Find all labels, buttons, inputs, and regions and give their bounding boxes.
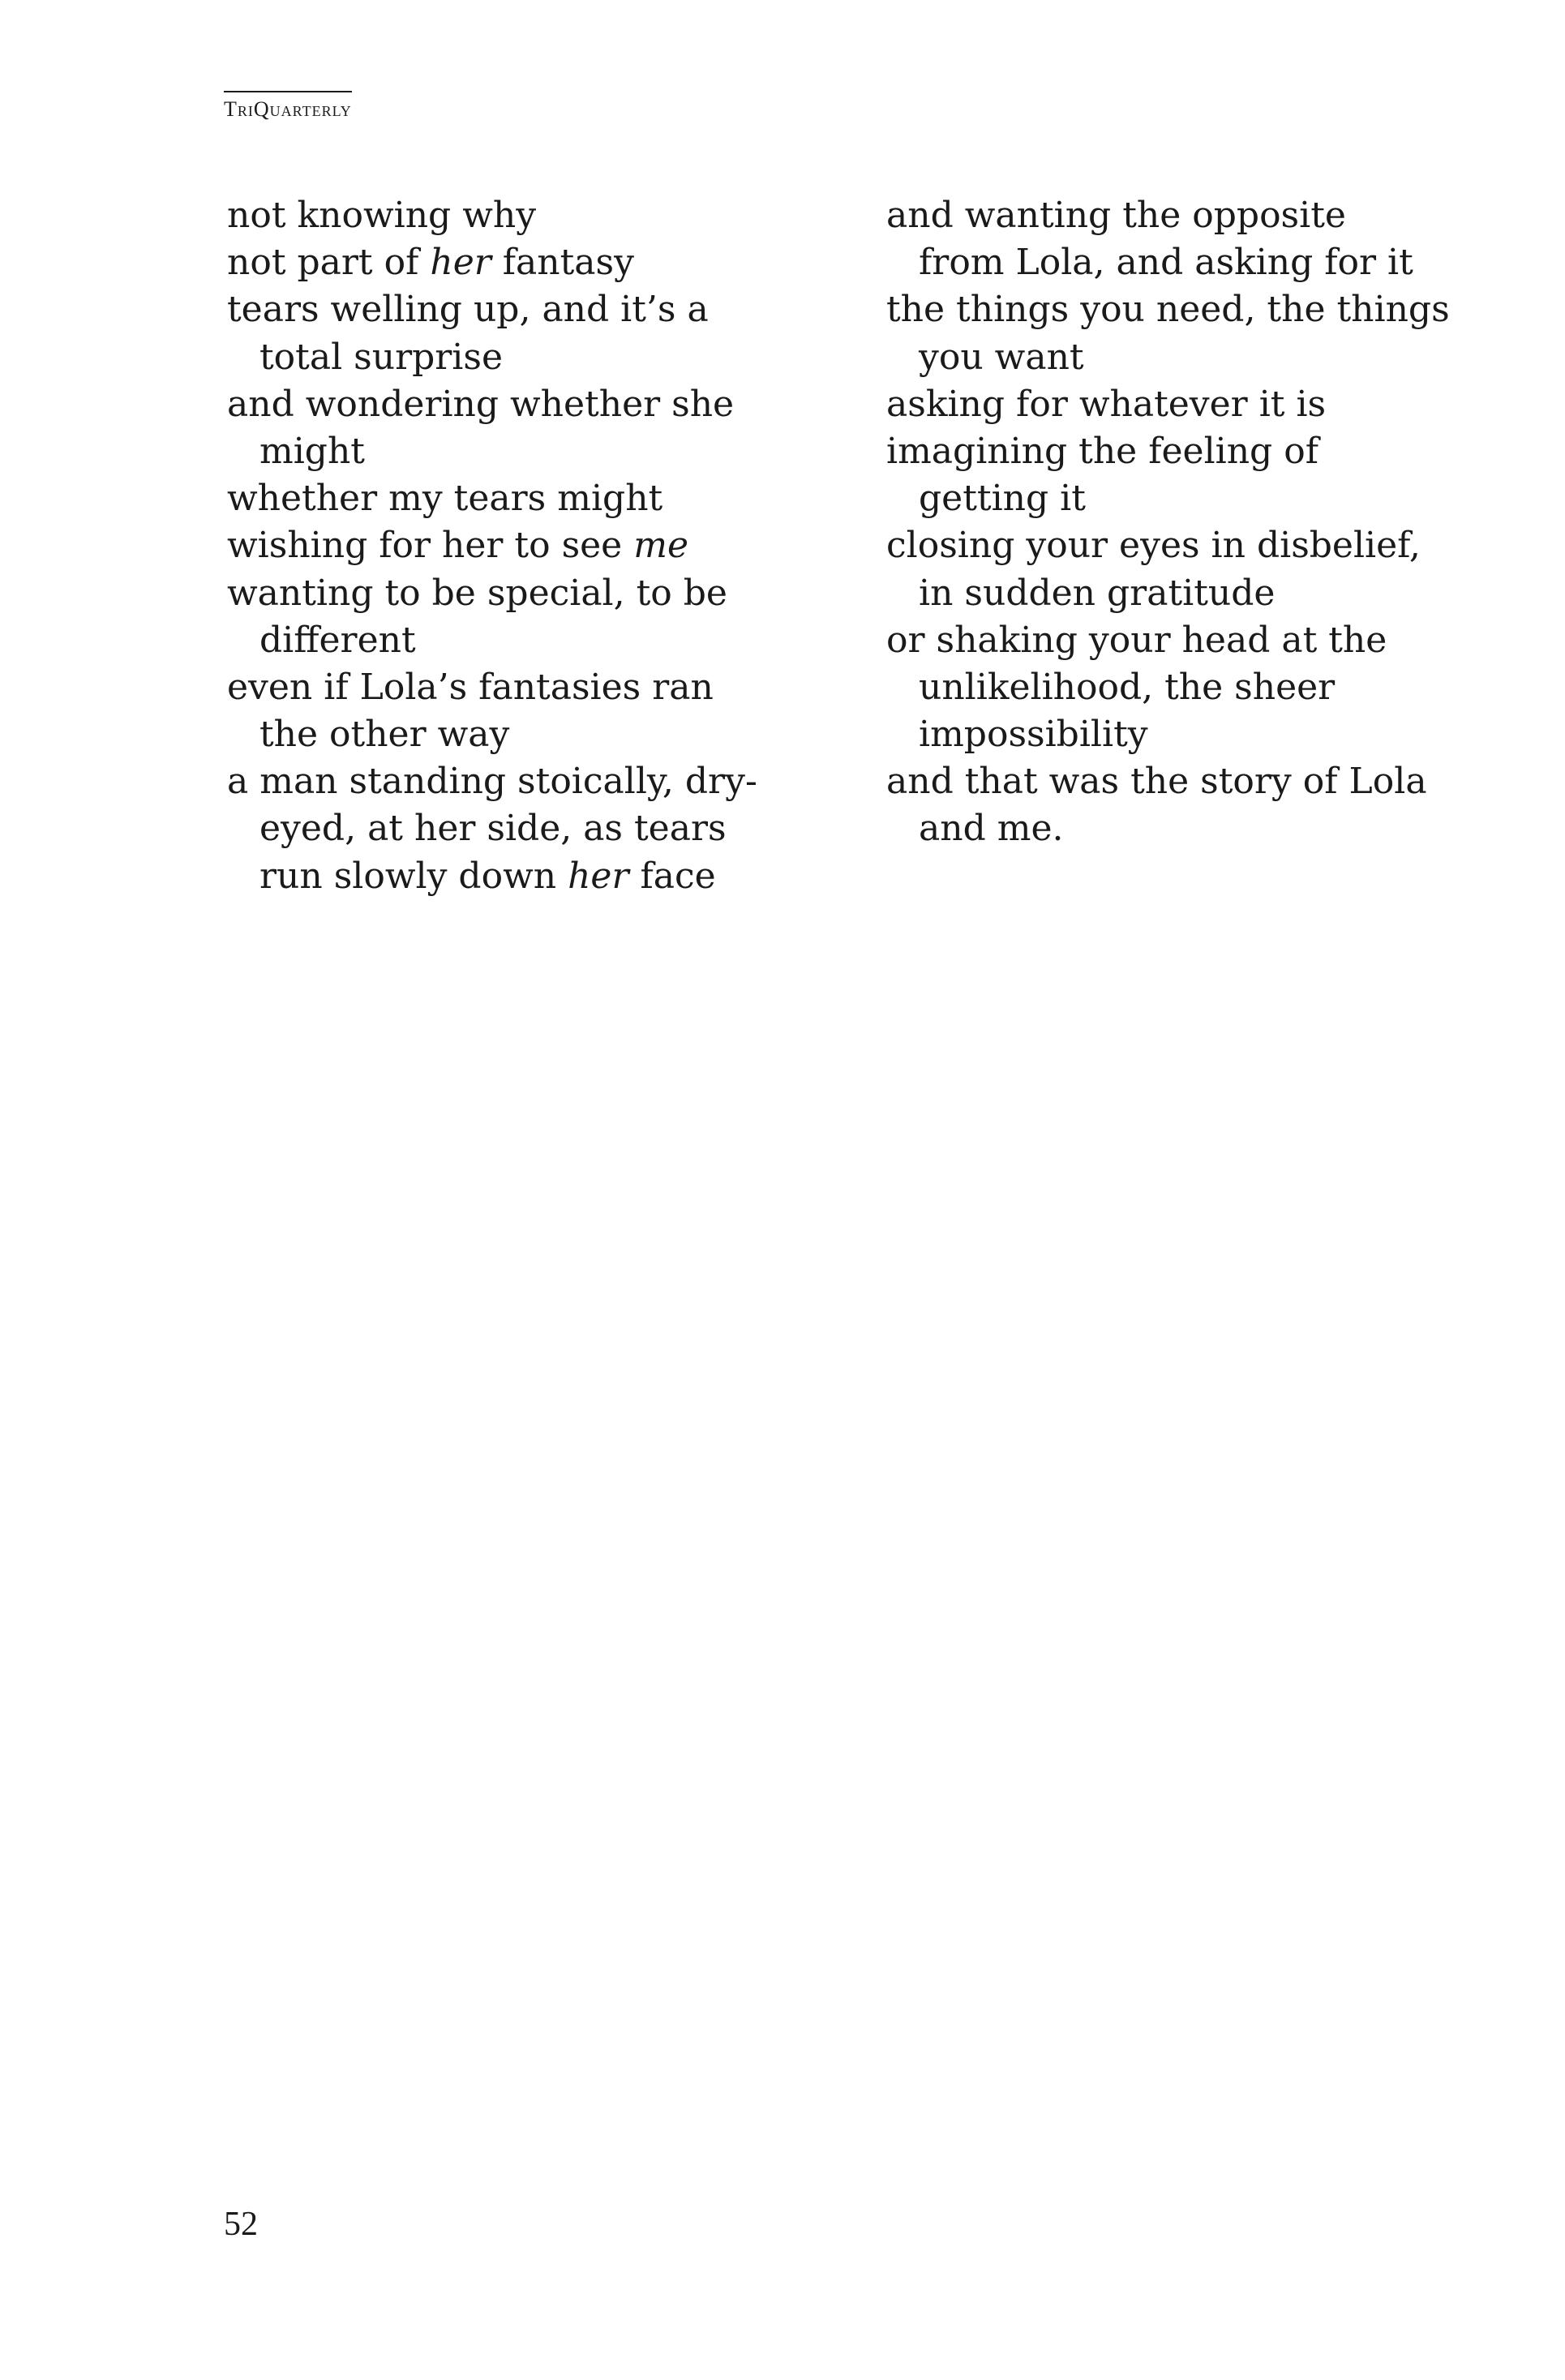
poem-line-text: asking for whatever it is <box>886 383 1327 425</box>
poem-line-text: from Lola, and asking for it <box>919 242 1413 284</box>
poem-line <box>227 570 811 617</box>
poem-line <box>227 428 811 475</box>
poem-line <box>227 617 811 664</box>
poem-line-text: wishing for her to see <box>227 525 634 567</box>
poem-line-text: or shaking your head at the <box>886 619 1387 661</box>
poem-line <box>886 192 1503 239</box>
poem-line-text: getting it <box>919 478 1086 520</box>
poem-line-text: and me. <box>919 808 1064 850</box>
poem-line <box>886 711 1503 758</box>
poem-line-text: tears welling up, and it’s a <box>227 289 709 331</box>
poem-line-text: impossibility <box>919 714 1148 756</box>
poem-line-emphasis: me <box>633 525 688 567</box>
poem-line <box>886 758 1503 805</box>
poem-line-text: whether my tears might <box>227 478 663 520</box>
page-number: 52 <box>224 2206 258 2243</box>
poem-line-emphasis: her <box>568 855 629 897</box>
poem-line <box>227 381 811 428</box>
poem-line <box>886 475 1503 522</box>
poem-line <box>227 805 811 852</box>
running-head: TriQuarterly <box>224 91 352 120</box>
poem-line <box>227 522 811 569</box>
poem-line-text: fantasy <box>491 242 634 284</box>
poem-right-column <box>886 192 1503 853</box>
poem-line-text: you want <box>919 336 1084 378</box>
poem-line <box>227 758 811 805</box>
poem-line-text: the things you need, the things <box>886 289 1450 331</box>
poem-line <box>227 239 811 286</box>
poem-line-text: not knowing why <box>227 195 537 236</box>
poem-line-text: the other way <box>259 714 510 756</box>
poem-line <box>886 428 1503 475</box>
poem-line-text: eyed, at her side, as tears <box>259 808 727 850</box>
poem-line-text: not part of <box>227 242 431 284</box>
poem-line <box>886 664 1503 711</box>
poem-line <box>886 381 1503 428</box>
poem-line <box>886 522 1503 569</box>
poem-line-emphasis: her <box>430 242 491 284</box>
poem-line <box>227 664 811 711</box>
poem-line <box>886 286 1503 333</box>
poem-line-text: even if Lola’s fantasies ran <box>227 666 714 708</box>
poem-line-text: face <box>628 855 716 897</box>
poem-left-column <box>227 192 811 900</box>
poem-line <box>227 475 811 522</box>
poem-line-text: closing your eyes in disbelief, <box>886 525 1421 567</box>
poem-line-text: a man standing stoically, dry- <box>227 761 757 803</box>
poem-line-text: run slowly down <box>259 855 568 897</box>
poem-line <box>227 192 811 239</box>
poem-line <box>886 570 1503 617</box>
poem-line-text: and wanting the opposite <box>886 195 1346 236</box>
poem-line-text: wanting to be special, to be <box>227 572 727 614</box>
poem-line <box>886 239 1503 286</box>
poem-line <box>886 805 1503 852</box>
poem-line <box>227 711 811 758</box>
poem-line-text: might <box>259 430 365 472</box>
poem-line <box>227 286 811 333</box>
poem-line <box>227 853 811 900</box>
poem-line <box>886 617 1503 664</box>
poem-line-text: imagining the feeling of <box>886 430 1318 472</box>
poem-line <box>227 334 811 381</box>
poem-line-text: and wondering whether she <box>227 383 735 425</box>
poem-line-text: in sudden gratitude <box>919 572 1276 614</box>
poem-line <box>886 334 1503 381</box>
poem-line-text: different <box>259 619 416 661</box>
poem-line-text: and that was the story of Lola <box>886 761 1427 803</box>
poem-line-text: unlikelihood, the sheer <box>919 666 1336 708</box>
poem-line-text: total surprise <box>259 336 503 378</box>
